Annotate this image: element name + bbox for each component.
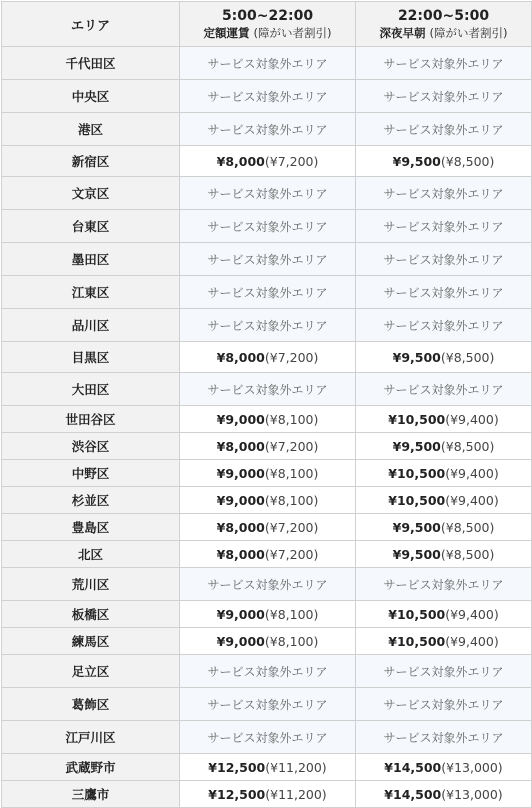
night-fare-label-line xyxy=(356,25,531,41)
day-fare-cell xyxy=(180,460,356,487)
day-fare-price: ¥9,000 xyxy=(216,465,265,481)
night-fare-discount-price: (¥9,400) xyxy=(445,606,499,622)
night-fare-discount-price: (¥13,000) xyxy=(441,786,503,802)
night-fare-price: ¥9,500 xyxy=(392,438,441,454)
night-fare-discount-price: (¥9,400) xyxy=(445,633,499,649)
area-name-cell: 武蔵野市 xyxy=(2,754,180,781)
day-fare-cell-out-of-area: サービス対象外エリア xyxy=(180,243,356,276)
day-fare-discount-price: (¥7,200) xyxy=(264,349,319,365)
fare-table-header xyxy=(2,2,532,47)
table-row xyxy=(2,276,532,309)
day-fare-price: ¥9,000 xyxy=(216,411,265,427)
table-row xyxy=(2,177,532,210)
night-fare-price: ¥9,500 xyxy=(392,153,441,169)
day-fare-cell-out-of-area: サービス対象外エリア xyxy=(180,309,356,342)
table-row xyxy=(2,113,532,146)
day-fare-cell xyxy=(180,601,356,628)
day-time-range: 5:00~22:00 xyxy=(221,7,314,24)
day-fare-price: ¥12,500 xyxy=(208,786,266,802)
night-fare-cell-out-of-area: サービス対象外エリア xyxy=(356,177,532,210)
night-fare-price: ¥14,500 xyxy=(384,759,442,775)
day-fare-cell-out-of-area: サービス対象外エリア xyxy=(180,721,356,754)
fare-table-body xyxy=(2,47,532,808)
night-fare-price: ¥10,500 xyxy=(388,411,446,427)
day-fare-discount-price: (¥8,100) xyxy=(264,411,319,427)
day-fare-discount-price: (¥8,100) xyxy=(264,465,319,481)
day-fare-cell xyxy=(180,514,356,541)
area-name-cell: 中野区 xyxy=(2,460,180,487)
day-fare-cell xyxy=(180,433,356,460)
night-fare-price: ¥14,500 xyxy=(384,786,442,802)
night-fare-cell-out-of-area: サービス対象外エリア xyxy=(356,113,532,146)
night-fare-cell-out-of-area: サービス対象外エリア xyxy=(356,688,532,721)
day-fare-discount-price: (¥7,200) xyxy=(264,153,319,169)
night-fare-cell xyxy=(356,781,532,808)
area-name-cell: 墨田区 xyxy=(2,243,180,276)
night-fare-cell-out-of-area: サービス対象外エリア xyxy=(356,210,532,243)
day-fare-cell xyxy=(180,628,356,655)
day-fare-cell-out-of-area: サービス対象外エリア xyxy=(180,47,356,80)
table-row xyxy=(2,433,532,460)
area-name-cell: 荒川区 xyxy=(2,568,180,601)
night-fare-cell-out-of-area: サービス対象外エリア xyxy=(356,721,532,754)
table-row xyxy=(2,721,532,754)
night-fare-cell xyxy=(356,628,532,655)
night-fare-cell xyxy=(356,487,532,514)
day-fare-price: ¥9,000 xyxy=(216,633,265,649)
night-fare-price: ¥9,500 xyxy=(392,519,441,535)
area-name-cell: 足立区 xyxy=(2,655,180,688)
area-name-cell: 世田谷区 xyxy=(2,406,180,433)
table-row xyxy=(2,655,532,688)
header-row xyxy=(2,2,532,47)
area-name-cell: 練馬区 xyxy=(2,628,180,655)
night-fare-cell-out-of-area: サービス対象外エリア xyxy=(356,373,532,406)
day-fare-cell xyxy=(180,541,356,568)
night-fare-discount-price: (¥8,500) xyxy=(440,546,495,562)
night-fare-cell xyxy=(356,146,532,177)
area-name-cell: 目黒区 xyxy=(2,342,180,373)
table-row xyxy=(2,406,532,433)
night-fare-discount-price: (¥9,400) xyxy=(445,492,499,508)
night-fare-price: ¥10,500 xyxy=(388,633,446,649)
table-row xyxy=(2,460,532,487)
area-name-cell: 千代田区 xyxy=(2,47,180,80)
night-fare-cell xyxy=(356,460,532,487)
night-fare-cell-out-of-area: サービス対象外エリア xyxy=(356,655,532,688)
night-fare-cell-out-of-area: サービス対象外エリア xyxy=(356,80,532,113)
table-row xyxy=(2,688,532,721)
night-fare-discount-price: (¥8,500) xyxy=(440,438,495,454)
table-row xyxy=(2,487,532,514)
night-fare-cell-out-of-area: サービス対象外エリア xyxy=(356,309,532,342)
day-fare-price: ¥9,000 xyxy=(216,606,265,622)
day-fare-price: ¥9,000 xyxy=(216,492,265,508)
day-fare-cell-out-of-area: サービス対象外エリア xyxy=(180,655,356,688)
table-row xyxy=(2,309,532,342)
day-fare-discount-price: (¥7,200) xyxy=(264,438,319,454)
table-row xyxy=(2,541,532,568)
area-name-cell: 板橋区 xyxy=(2,601,180,628)
day-fare-discount-price: (¥8,100) xyxy=(264,606,319,622)
table-row xyxy=(2,514,532,541)
night-fare-cell-out-of-area: サービス対象外エリア xyxy=(356,276,532,309)
day-fare-discount-price: (¥8,100) xyxy=(264,633,319,649)
table-row xyxy=(2,601,532,628)
area-name-cell: 杉並区 xyxy=(2,487,180,514)
day-fare-cell-out-of-area: サービス対象外エリア xyxy=(180,113,356,146)
day-fare-cell-out-of-area: サービス対象外エリア xyxy=(180,568,356,601)
night-fare-label: 深夜早朝 xyxy=(379,25,426,40)
area-name-cell: 大田区 xyxy=(2,373,180,406)
table-row xyxy=(2,781,532,808)
night-fare-column-header xyxy=(356,2,532,47)
day-fare-price: ¥8,000 xyxy=(216,519,265,535)
day-fare-cell xyxy=(180,487,356,514)
table-row xyxy=(2,342,532,373)
day-fare-column-header xyxy=(180,2,356,47)
day-fare-price: ¥8,000 xyxy=(216,349,265,365)
night-fare-price: ¥9,500 xyxy=(392,349,441,365)
night-fare-cell xyxy=(356,541,532,568)
area-name-cell: 渋谷区 xyxy=(2,433,180,460)
area-name-cell: 北区 xyxy=(2,541,180,568)
night-fare-cell xyxy=(356,601,532,628)
area-name-cell: 文京区 xyxy=(2,177,180,210)
area-name-cell: 江戸川区 xyxy=(2,721,180,754)
area-name-cell: 豊島区 xyxy=(2,514,180,541)
night-time-range: 22:00~5:00 xyxy=(397,7,490,24)
area-name-cell: 品川区 xyxy=(2,309,180,342)
night-fare-discount-price: (¥8,500) xyxy=(440,349,495,365)
day-fare-cell-out-of-area: サービス対象外エリア xyxy=(180,80,356,113)
night-fare-price: ¥10,500 xyxy=(388,492,446,508)
area-name-cell: 葛飾区 xyxy=(2,688,180,721)
night-fare-price: ¥10,500 xyxy=(388,465,446,481)
day-fare-discount-price: (¥11,200) xyxy=(265,759,327,775)
day-fare-price: ¥8,000 xyxy=(216,153,265,169)
day-fare-cell xyxy=(180,781,356,808)
area-name-cell: 港区 xyxy=(2,113,180,146)
day-fare-label: 定額運賃 xyxy=(203,25,250,40)
area-name-cell: 三鷹市 xyxy=(2,781,180,808)
area-column-header: エリア xyxy=(2,2,180,47)
table-row xyxy=(2,754,532,781)
table-row xyxy=(2,243,532,276)
day-fare-discount-price: (¥7,200) xyxy=(264,519,319,535)
day-fare-price: ¥12,500 xyxy=(208,759,266,775)
night-fare-cell-out-of-area: サービス対象外エリア xyxy=(356,568,532,601)
day-fare-cell-out-of-area: サービス対象外エリア xyxy=(180,276,356,309)
day-fare-cell xyxy=(180,146,356,177)
day-fare-cell xyxy=(180,342,356,373)
day-fare-discount-price: (¥11,200) xyxy=(265,786,327,802)
area-name-cell: 江東区 xyxy=(2,276,180,309)
day-fare-label-line xyxy=(180,25,355,41)
day-fare-cell xyxy=(180,406,356,433)
day-fare-price: ¥8,000 xyxy=(216,546,265,562)
day-fare-cell-out-of-area: サービス対象外エリア xyxy=(180,210,356,243)
area-name-cell: 新宿区 xyxy=(2,146,180,177)
area-name-cell: 台東区 xyxy=(2,210,180,243)
day-fare-discount-price: (¥8,100) xyxy=(264,492,319,508)
day-fare-cell xyxy=(180,754,356,781)
night-fare-discount-price: (¥13,000) xyxy=(441,759,503,775)
table-row xyxy=(2,47,532,80)
table-row xyxy=(2,210,532,243)
day-fare-note: (障がい者割引) xyxy=(253,25,332,40)
night-fare-note: (障がい者割引) xyxy=(429,25,508,40)
day-fare-price: ¥8,000 xyxy=(216,438,265,454)
night-fare-price: ¥10,500 xyxy=(388,606,446,622)
night-fare-cell xyxy=(356,754,532,781)
night-fare-discount-price: (¥9,400) xyxy=(445,411,499,427)
area-name-cell: 中央区 xyxy=(2,80,180,113)
night-fare-discount-price: (¥8,500) xyxy=(440,153,495,169)
night-fare-cell-out-of-area: サービス対象外エリア xyxy=(356,47,532,80)
day-fare-discount-price: (¥7,200) xyxy=(264,546,319,562)
table-row xyxy=(2,628,532,655)
night-fare-cell xyxy=(356,433,532,460)
night-fare-discount-price: (¥9,400) xyxy=(445,465,499,481)
table-row xyxy=(2,80,532,113)
day-fare-cell-out-of-area: サービス対象外エリア xyxy=(180,373,356,406)
night-fare-price: ¥9,500 xyxy=(392,546,441,562)
table-row xyxy=(2,568,532,601)
night-fare-cell xyxy=(356,342,532,373)
night-fare-discount-price: (¥8,500) xyxy=(440,519,495,535)
fare-table xyxy=(1,1,532,808)
night-fare-cell-out-of-area: サービス対象外エリア xyxy=(356,243,532,276)
table-row xyxy=(2,146,532,177)
table-row xyxy=(2,373,532,406)
night-fare-cell xyxy=(356,514,532,541)
night-fare-cell xyxy=(356,406,532,433)
day-fare-cell-out-of-area: サービス対象外エリア xyxy=(180,177,356,210)
day-fare-cell-out-of-area: サービス対象外エリア xyxy=(180,688,356,721)
